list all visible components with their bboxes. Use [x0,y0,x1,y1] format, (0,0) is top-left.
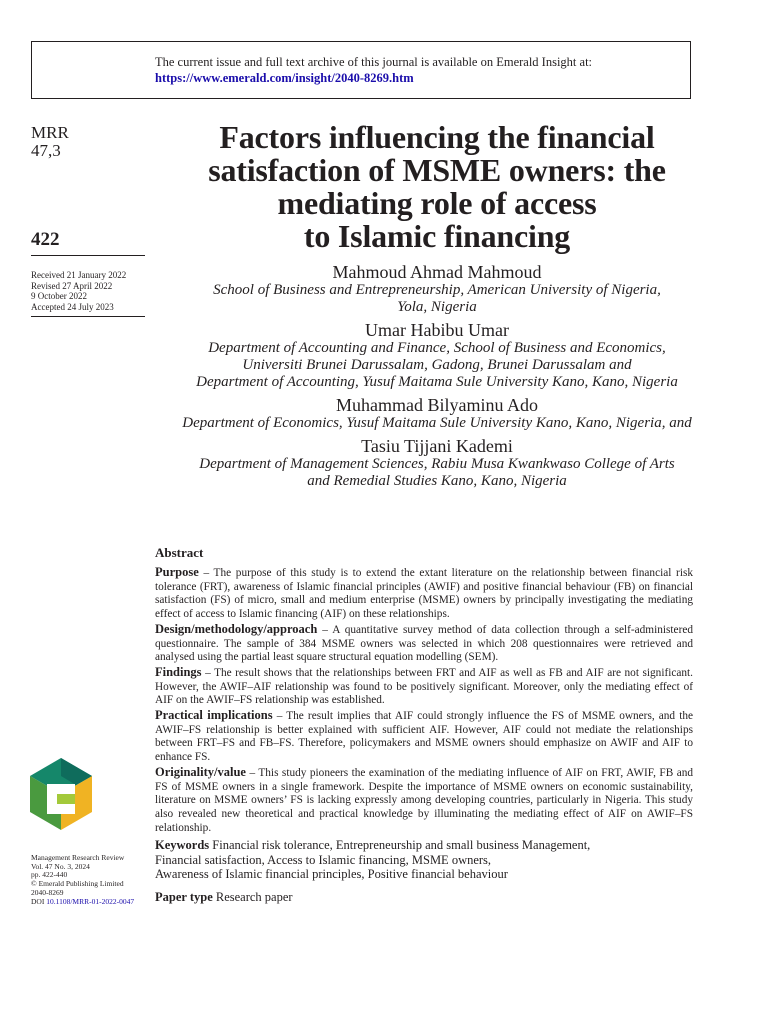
section-label: Findings [155,664,202,679]
sidebar-divider [31,255,145,256]
banner-text-block [155,54,592,86]
journal-banner [31,41,691,99]
sidebar-divider [31,316,145,317]
section-text: – A quantitative survey method of data collection through a self-administered questionnaire. The sample of 384 MSME owners was selected in which 208 questionnaires were retrieved and analysed using the partial least square structural equation modelling (SEM). [155,623,693,664]
doi-line [31,898,134,907]
affiliation-line: Yola, Nigeria [397,299,477,315]
volume-line: Vol. 47 No. 3, 2024 [31,861,90,871]
paper-type-label: Paper type [155,889,213,904]
date-line: Received 21 January 2022 [31,270,127,280]
journal-abbrev: MRR [31,123,69,142]
affiliation-line: Department of Accounting, Yusuf Maitama Sule University Kano, Kano, Nigeria [196,374,678,390]
copyright-line: © Emerald Publishing Limited [31,879,124,889]
doi-label: DOI [31,896,45,906]
affiliation-line: Department of Accounting and Finance, School of Business and Economics, [208,340,666,356]
keywords-text: Financial risk tolerance, Entrepreneurship and small business Management, [212,838,591,853]
date-line: Accepted 24 July 2023 [31,301,114,312]
section-text: – The purpose of this study is to extend the extant literature on the relationship between financial risk tolerance (FRT), awareness of Islamic financial principles (AWIF) and positive financial behaviour (FB) on financial satisfaction (FS) of micro, small and medium enterprise (MSME) owners by principally investigating the mediating effect of access to Islamic financing (AIF) on these relationships. [155,567,694,621]
author-affiliation [150,415,724,432]
author-name: Muhammad Bilyaminu Ado [336,395,538,415]
keywords-label: Keywords [155,838,210,853]
doi-link[interactable]: 10.1108/MRR-01-2022-0047 [46,896,135,906]
paper-type-value: Research paper [215,889,293,904]
page-number: 422 [31,229,60,250]
title-line: mediating role of access [277,185,597,221]
keywords-line: Financial satisfaction, Access to Islamic financing, MSME owners, [155,852,492,867]
keywords [155,838,693,882]
article-title [150,121,724,253]
paper-type [155,890,693,905]
author-list [150,258,724,490]
publication-info [31,854,134,906]
section-label: Purpose [155,565,199,579]
keywords-line [155,838,693,853]
abstract [155,545,693,904]
section-text: – This study pioneers the examination of the mediating influence of AIF on FRT, AWIF, FB and FS of MSME owners in a single framework. Despite the importance of MSME owners on economic sustainability, literature on MSME owners’ FS is lacking expressly among developing countries, particularly in Nigeria. This study also revealed new theoretical and practical knowledge by illuminating the mediating effect of AIF on AWIF–FS relationship. [155,766,694,834]
author-affiliation [150,282,724,316]
keywords-line: Awareness of Islamic financial principles, Positive financial behaviour [155,867,508,882]
abstract-purpose [155,566,693,622]
title-line: satisfaction of MSME owners: the [208,152,666,188]
affiliation-line: Department of Management Sciences, Rabiu Musa Kwankwaso College of Arts [199,456,675,472]
author-affiliation [150,456,724,490]
abstract-findings [155,666,693,708]
logo-c-inner [57,794,75,804]
title-line: Factors influencing the financial [219,119,655,155]
section-text: – The result shows that the relationships between FRT and AIF as well as FB and AIF are not significant. However, the AWIF–AIF relationship was found to be positively significant. Moreover, only the mediating effect of AIF on the AWIF–FS relationship was established. [155,666,694,707]
section-text: – The result implies that AIF could strongly influence the FS of MSME owners, and the AWIF–FS relationship is better explained with sufficient AIF. However, AIF could not mediate the relationships between FRT–FS and FB–FS. Therefore, policymakers and MSME owners should emphasize on AWIF and AIF to enhance FS. [155,710,693,764]
journal-url-link[interactable]: https://www.emerald.com/insight/2040-8269.htm [155,71,414,85]
affiliation-line: Universiti Brunei Darussalam, Gadong, Brunei Darussalam and [242,357,632,373]
received-dates [31,270,126,312]
abstract-originality [155,766,693,836]
author-name: Umar Habibu Umar [365,320,509,340]
section-label: Originality/value [155,764,246,779]
volume-issue: 47,3 [31,141,61,160]
date-line: 9 October 2022 [31,291,87,301]
journal-name: Management Research Review [31,853,125,862]
date-line: Revised 27 April 2022 [31,280,113,291]
author-name: Mahmoud Ahmad Mahmoud [332,262,542,282]
pages-line: pp. 422-440 [31,870,68,880]
affiliation-line: Department of Economics, Yusuf Maitama Sule University Kano, Kano, Nigeria, and [182,415,692,431]
journal-volume [31,124,69,160]
affiliation-line: School of Business and Entrepreneurship, American University of Nigeria, [213,282,661,298]
emerald-logo-icon [29,758,93,830]
abstract-heading: Abstract [155,545,204,560]
title-line: to Islamic financing [303,218,571,254]
author-name: Tasiu Tijjani Kademi [361,436,513,456]
affiliation-line: and Remedial Studies Kano, Kano, Nigeria [307,473,567,489]
section-label: Practical implications [155,708,273,723]
abstract-implications [155,709,693,765]
banner-text: The current issue and full text archive of this journal is available on Emerald Insight at: [155,55,593,69]
issn-line: 2040-8269 [31,887,64,897]
abstract-design [155,623,693,665]
author-affiliation [150,340,724,391]
section-label: Design/methodology/approach [155,621,318,636]
